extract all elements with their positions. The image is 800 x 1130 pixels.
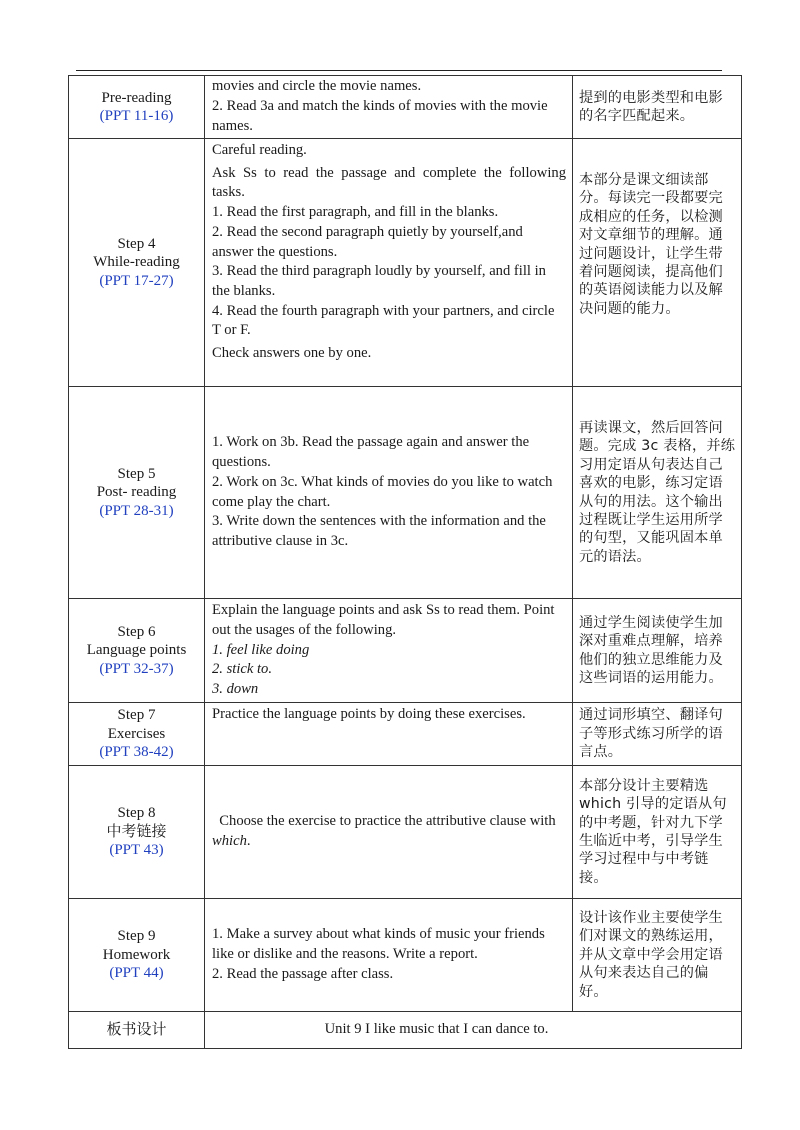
phrase-item: 3. down — [212, 681, 259, 698]
purpose-cell: 本部分是课文细读部分。每读完一段都要完成相应的任务，以检测对文章细节的理解。通过问题设计，让学生带着问题阅读，提高他们的英语阅读能力以及解决问题的能力。 — [573, 139, 742, 387]
step-name: Step 6 — [117, 623, 156, 640]
ppt-range: (PPT 43) — [109, 842, 164, 859]
procedure-line: 2. Work on 3c. What kinds of movies do you like to watch come play the chart. — [212, 473, 553, 510]
procedure-line: 1. Read the first paragraph, and fill in the blanks. — [212, 204, 499, 221]
step-cell — [69, 766, 205, 899]
step-cell — [69, 703, 205, 766]
procedure-line: Explain the language points and ask Ss to read them. Point out the usages of the following. — [212, 602, 555, 638]
step-name: Pre-reading — [101, 89, 172, 106]
procedure-line: 4. Read the fourth paragraph with your partners, and circle T or F. — [212, 302, 555, 339]
ppt-range: (PPT 17-27) — [99, 272, 174, 289]
procedure-text: Choose the exercise to practice the attributive clause with — [212, 813, 560, 830]
procedure-line: Careful reading. — [212, 142, 307, 158]
step-name: While-reading — [93, 254, 180, 271]
purpose-cell: 提到的电影类型和电影的名字匹配起来。 — [573, 76, 742, 139]
step-cell — [69, 899, 205, 1012]
purpose-cell: 本部分设计主要精选 which 引导的定语从句的中考题，针对九下学生临近中考，引导学生学习过程中与中考链接。 — [573, 766, 742, 899]
procedure-line: 1. Work on 3b. Read the passage again and answer the questions. — [212, 434, 530, 471]
step-name: Homework — [102, 946, 171, 963]
step-name: Exercises — [107, 725, 166, 742]
procedure-line: Practice the language points by doing these exercises. — [212, 706, 526, 722]
procedure-cell — [205, 387, 573, 599]
ppt-range: (PPT 28-31) — [99, 502, 174, 519]
purpose-cell: 通过词形填空、翻译句子等形式练习所学的语言点。 — [573, 703, 742, 766]
step-cell — [69, 139, 205, 387]
header-rule — [76, 70, 722, 71]
procedure-line: 2. Read the passage after class. — [212, 965, 394, 982]
procedure-cell — [205, 139, 573, 387]
step-cell — [69, 76, 205, 139]
table-row — [69, 76, 742, 139]
blackboard-title: Unit 9 I like music that I can dance to. — [205, 1012, 742, 1049]
step-cell — [69, 387, 205, 599]
blackboard-label: 板书设计 — [69, 1012, 205, 1049]
procedure-line: 1. Make a survey about what kinds of music your friends like or dislike and the reasons. Write a report. — [212, 926, 545, 963]
procedure-line: 3. Read the third paragraph loudly by yourself, and fill in the blanks. — [212, 263, 546, 299]
step-name: Post- reading — [96, 484, 177, 501]
procedure-line: 3. Write down the sentences with the information and the attributive clause in 3c. — [212, 513, 546, 549]
step-cell — [69, 599, 205, 703]
procedure-line: movies and circle the movie names. — [212, 78, 422, 95]
procedure-cell — [205, 599, 573, 703]
purpose-cell: 再读课文，然后回答问题。完成 3c 表格，并练习用定语从句表达自己喜欢的电影，练习定语从句的用法。这个输出过程既让学生运用所学的句型，又能巩固本单元的语法。 — [573, 387, 742, 599]
table-row — [69, 1012, 742, 1049]
phrase-item: 1. feel like doing — [212, 641, 310, 658]
lesson-plan-table — [68, 75, 742, 1049]
table-row — [69, 703, 742, 766]
phrase-item: 2. stick to. — [212, 661, 272, 678]
step-name: Step 8 — [117, 805, 156, 822]
procedure-text-end: . — [246, 833, 251, 849]
procedure-cell — [205, 76, 573, 139]
procedure-line: 2. Read the second paragraph quietly by yourself,and answer the questions. — [212, 223, 523, 260]
purpose-cell: 通过学生阅读使学生加深对重难点理解，培养他们的独立思维能力及这些词语的运用能力。 — [573, 599, 742, 703]
ppt-range: (PPT 32-37) — [99, 660, 174, 677]
table-row — [69, 599, 742, 703]
step-name: Step 9 — [117, 928, 156, 945]
step-name: Step 4 — [117, 235, 156, 252]
table-row — [69, 899, 742, 1012]
ppt-range: (PPT 44) — [109, 965, 164, 982]
procedure-cell — [205, 766, 573, 899]
procedure-line: 2. Read 3a and match the kinds of movies with the movie names. — [212, 98, 548, 134]
step-name: Language points — [86, 642, 187, 659]
table-row — [69, 139, 742, 387]
procedure-cell — [205, 703, 573, 766]
procedure-cell — [205, 899, 573, 1012]
ppt-range: (PPT 38-42) — [99, 744, 174, 761]
step-name: Step 5 — [117, 465, 156, 482]
purpose-cell: 设计该作业主要使学生们对课文的熟练运用，并从文章中学会用定语从句来表达自己的偏好。 — [573, 899, 742, 1012]
procedure-line: Check answers one by one. — [212, 345, 372, 362]
procedure-line: Ask Ss to read the passage and complete the following tasks. — [212, 164, 566, 201]
ppt-range: (PPT 11-16) — [99, 108, 174, 124]
keyword-which: which — [212, 833, 247, 849]
table-row — [69, 766, 742, 899]
step-name: Step 7 — [117, 707, 156, 724]
table-row — [69, 387, 742, 599]
step-name: 中考链接 — [106, 823, 167, 840]
